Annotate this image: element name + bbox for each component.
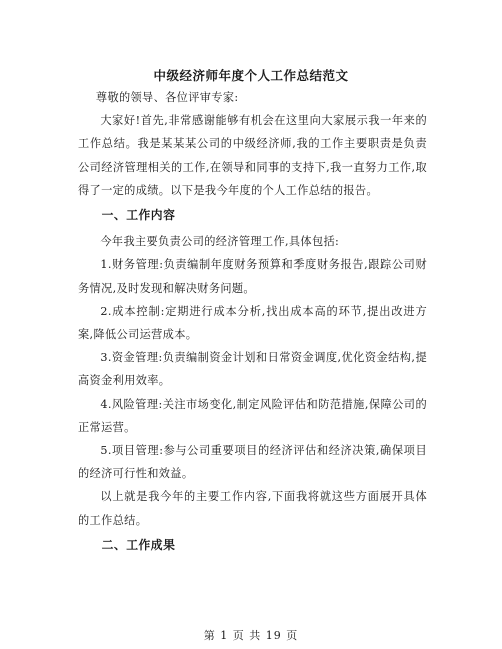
document-title: 中级经济师年度个人工作总结范文 — [153, 68, 349, 83]
list-item-cost-control: 2.成本控制:定期进行成本分析,找出成本高的环节,提出改进方案,降低公司运营成本。 — [78, 304, 427, 342]
page-number-footer: 第 1 页 共 19 页 — [203, 629, 299, 642]
section-lead-paragraph: 今年我主要负责公司的经济管理工作,具体包括: — [100, 235, 340, 249]
list-item-project-management: 5.项目管理:参与公司重要项目的经济评估和经济决策,确保项目的经济可行性和效益。 — [78, 444, 427, 481]
intro-paragraph: 大家好!首先,非常感谢能够有机会在这里向大家展示我一年来的工作总结。我是某某某公司的中级经济师,我的工作主要职责是负责公司经济管理相关的工作,在领导和同事的支持下,我一直努力工作,取得了一定的成绩。以下是我今年度的个人工作总结的报告。 — [78, 114, 427, 197]
document-body — [78, 86, 427, 560]
list-item-finance: 1.财务管理:负责编制年度财务预算和季度财务报告,跟踪公司财务情况,及时发现和解决财务问题。 — [78, 258, 427, 295]
section-closing-paragraph: 以上就是我今年的主要工作内容,下面我将就这些方面展开具体的工作总结。 — [78, 490, 427, 527]
section-heading-work-results: 二、工作成果 — [101, 537, 176, 552]
section-heading-work-content: 一、工作内容 — [101, 208, 176, 223]
list-item-fund-management: 3.资金管理:负责编制资金计划和日常资金调度,优化资金结构,提高资金利用效率。 — [78, 351, 427, 388]
list-item-risk-management: 4.风险管理:关注市场变化,制定风险评估和防范措施,保障公司的正常运营。 — [78, 397, 427, 434]
salutation-paragraph: 尊敬的领导、各位评审专家: — [95, 91, 239, 104]
